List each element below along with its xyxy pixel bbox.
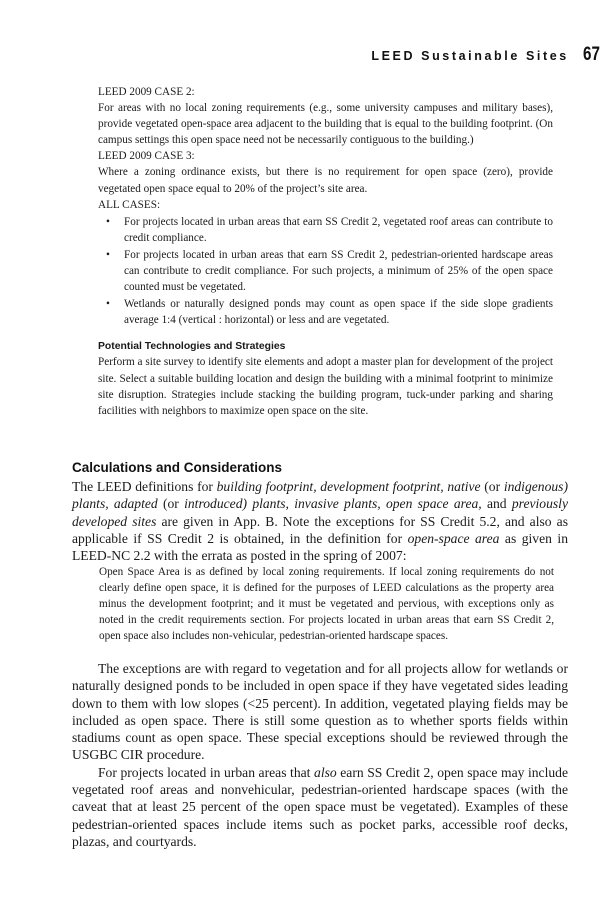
- text-run: (or: [480, 479, 504, 494]
- defined-term: previously developed sites: [72, 496, 568, 529]
- case-2-label: LEED 2009 CASE 2:: [98, 86, 195, 98]
- defined-term: plants, adapted: [72, 496, 158, 512]
- list-item: [98, 296, 553, 328]
- text-run: The LEED definitions for: [72, 479, 217, 494]
- page-number: 67: [582, 44, 600, 65]
- emphasis: also: [314, 764, 337, 780]
- list-item: [98, 247, 553, 295]
- bullet-icon: •: [106, 215, 110, 228]
- defined-term: indigenous): [503, 479, 568, 494]
- bullet-icon: •: [106, 298, 110, 311]
- intro-paragraph: [72, 478, 568, 564]
- defined-term: open-space area: [407, 530, 500, 546]
- strategies-text: Perform a site survey to identify site elements and adopt a master plan for development of the project site. Select a suitable building location and design the building with a minimal footprint to minimize site disruption. Strategies include stacking the building program, tuck-under parking and sharing facilities with neighbors to maximize open space on the site.: [98, 356, 553, 417]
- running-header-title: LEED Sustainable Sites: [371, 49, 569, 63]
- text-run: For projects located in urban areas that: [98, 764, 315, 780]
- all-cases-list: [98, 214, 553, 329]
- section-heading: Calculations and Considerations: [72, 460, 283, 475]
- case-3-text: Where a zoning ordinance exists, but there is no requirement for open space (zero), provide vegetated open space equal to 20% of the project’s site area.: [98, 166, 553, 195]
- text-run: are given in App. B. Note the exceptions for SS Credit 5.2, and also as applicable if SS Credit 2 is obtained, in the definition for: [72, 513, 568, 546]
- intro-paragraph-block: [72, 478, 568, 564]
- strategies-heading: Potential Technologies and Strategies: [98, 341, 286, 353]
- running-header: [371, 44, 604, 66]
- text-run: as given in LEED-NC 2.2 with the errata as posted in the spring of 2007:: [72, 530, 568, 564]
- list-item-text: Wetlands or naturally designed ponds may count as open space if the side slope gradients average 1:4 (vertical : horizontal) or less and are vegetated.: [124, 298, 553, 327]
- text-run: earn SS Credit 2, open space may include vegetated roof areas and nonvehicular, pedestrian-oriented hardscape spaces (with the caveat that at least 25 percent of the open space must be vegetated). Examples of these pedestrian-oriented spaces include items such as pocket parks, accessible roof decks, plazas, and courtyards.: [72, 764, 568, 849]
- definition-text: Open Space Area is as defined by local zoning requirements. If local zoning requirements do not clearly define open space, it is defined for the purposes of LEED calculations as the property area minus the development footprint; and it must be vegetated and pervious, with exceptions only as noted in the credit requirements section. For projects located in urban areas that earn SS Credit 2, open space also includes non-vehicular, pedestrian-oriented hardscape spaces.: [99, 566, 554, 643]
- list-item-text: For projects located in urban areas that earn SS Credit 2, vegetated roof areas can contribute to credit compliance.: [124, 215, 553, 244]
- case-3-label: LEED 2009 CASE 3:: [98, 150, 195, 163]
- all-cases-label: ALL CASES:: [98, 198, 161, 211]
- defined-term: building footprint, development footprint, native: [216, 479, 481, 494]
- defined-term: plants, invasive plants, open space area,: [252, 496, 482, 512]
- text-run: (or: [157, 496, 185, 512]
- text-run: and: [481, 496, 512, 512]
- quoted-credit-requirements: [98, 84, 553, 419]
- list-item-text: For projects located in urban areas that earn SS Credit 2, pedestrian-oriented hardscape areas can contribute to credit compliance. For such projects, a minimum of 25% of the open space counted must be vegetated.: [124, 248, 553, 294]
- paragraph-exceptions: The exceptions are with regard to vegetation and for all projects allow for wetlands or naturally designed ponds to be included in open space if they have vegetated sides leading down to them with low slopes (<25 percent). In addition, vegetated playing fields may be included as open space. There is still some question as to whether sports fields within stadiums count as open space. These special exceptions should be reviewed through the USGBC CIR procedure.: [72, 661, 568, 763]
- case-2-text: For areas with no local zoning requirements (e.g., some university campuses and military bases), provide vegetated open-space area adjacent to the building that is equal to the building footprint. (On campus settings this open space need not be necessarily contiguous to the building.): [98, 102, 553, 147]
- list-item: [98, 214, 553, 246]
- open-space-definition-quote: [99, 564, 554, 644]
- bullet-icon: •: [106, 248, 110, 261]
- body-paragraphs: [72, 660, 568, 850]
- paragraph-urban-projects: [72, 764, 568, 850]
- defined-term: introduced): [184, 496, 248, 512]
